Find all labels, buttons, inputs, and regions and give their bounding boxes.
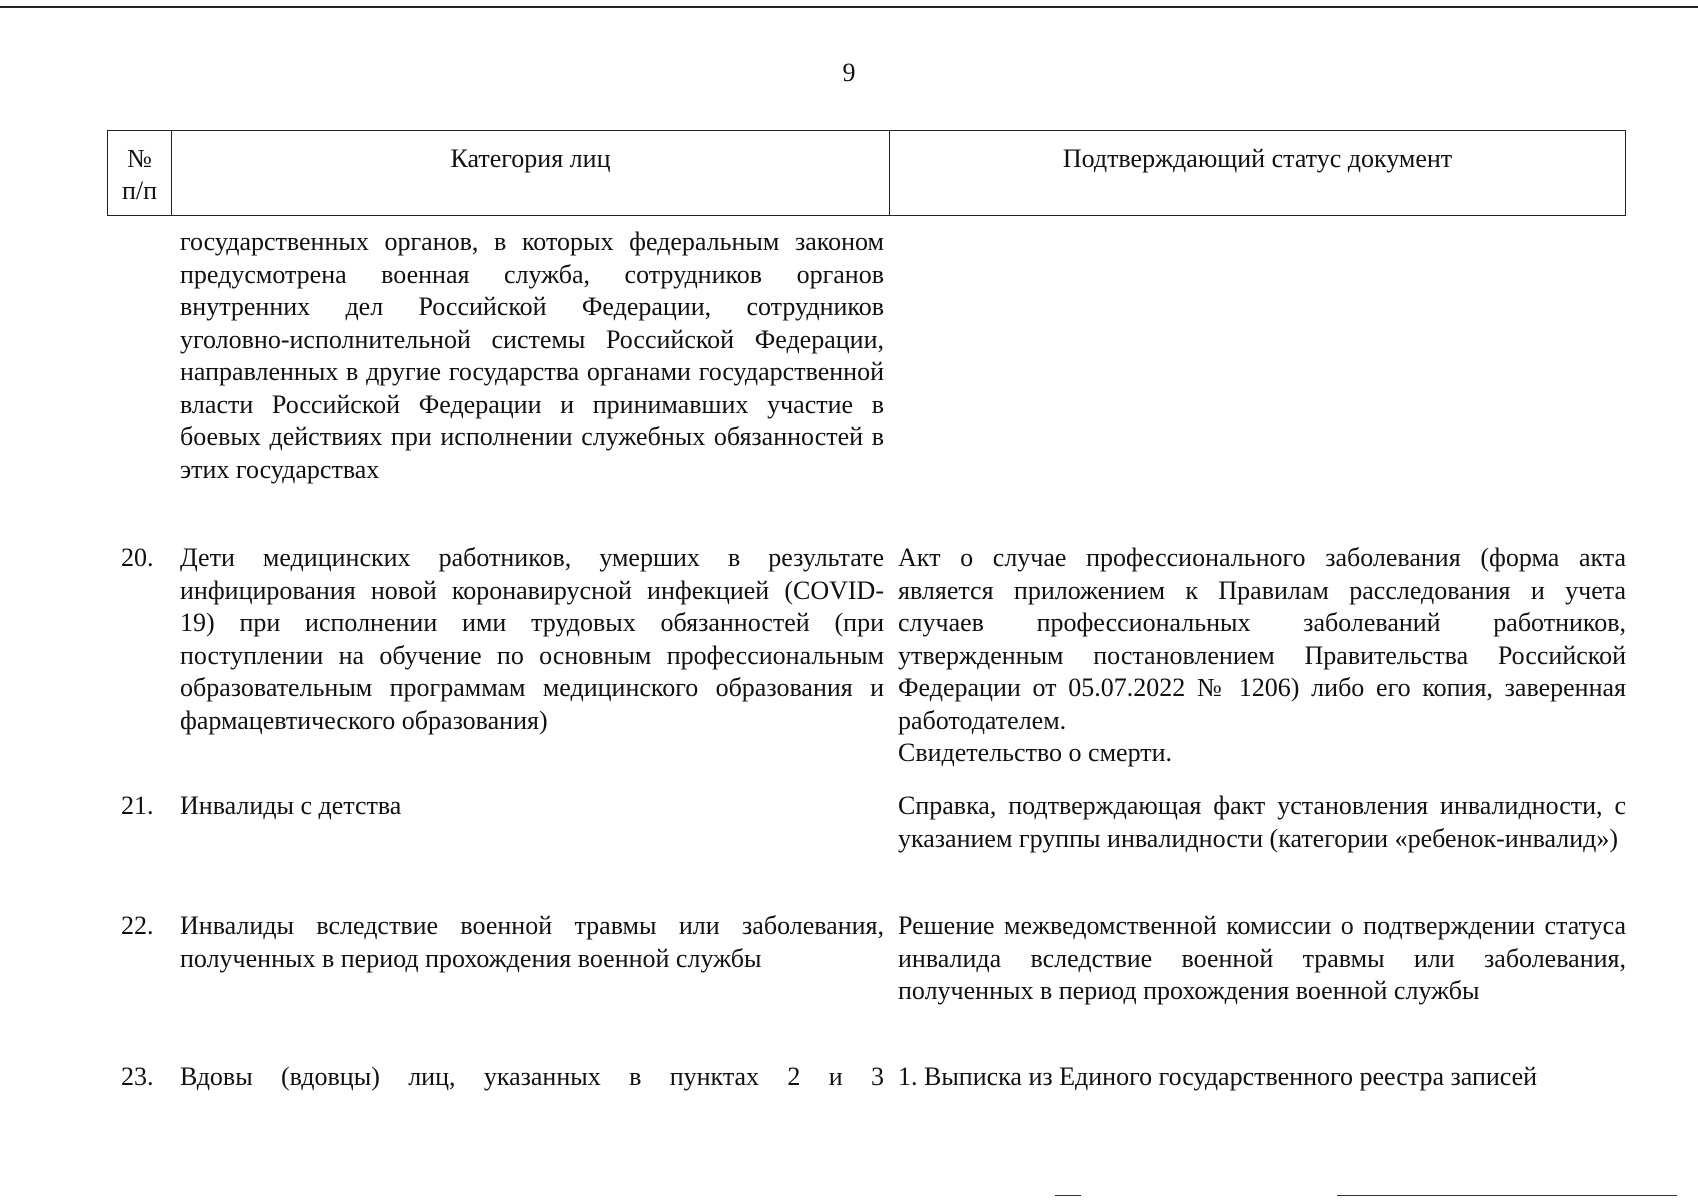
row-number: 20.	[121, 543, 154, 572]
bottom-scan-mark	[1055, 1195, 1081, 1196]
bottom-scan-mark	[1337, 1195, 1677, 1196]
document-paragraph: Свидетельство о смерти.	[898, 738, 1173, 767]
document-paragraph: Акт о случае профессионального заболевания (форма акта является приложением к Правилам расследования и учета случаев профессиональных заболеваний работников, утвержденным постановлением Правительства Российской Федерации от 05.07.2022 № 1206) либо его копия, заверенная работодателем.	[898, 543, 1626, 735]
row-document	[898, 542, 1626, 770]
row-number: 23.	[121, 1062, 154, 1091]
row-number: 22.	[121, 911, 154, 940]
header-category-column: Категория лиц	[172, 131, 890, 215]
row-document	[898, 790, 1626, 855]
document-paragraph: 1. Выписка из Единого государственного реестра записей	[898, 1062, 1538, 1091]
row-category: Инвалиды вследствие военной травмы или заболевания, полученных в период прохождения военной службы	[180, 911, 884, 973]
document-paragraph: Решение межведомственной комиссии о подтверждении статуса инвалида вследствие военной травмы или заболевания, полученных в период прохождения военной службы	[898, 911, 1626, 1005]
header-number-column: № п/п	[108, 131, 172, 215]
row-category: Вдовы (вдовцы) лиц, указанных в пунктах 2 и 3	[180, 1062, 884, 1091]
table-header	[107, 130, 1626, 216]
row-category: Инвалиды с детства	[180, 791, 402, 820]
row-number: 21.	[121, 791, 154, 820]
row-category: Дети медицинских работников, умерших в результате инфицирования новой коронавирусной инфекцией (COVID-19) при исполнении ими трудовых обязанностей (при поступлении на обучение по основным профессиональным образовательным программам медицинского образования и фармацевтического образования)	[180, 543, 884, 735]
header-document-column: Подтверждающий статус документ	[1062, 144, 1453, 173]
row-category: государственных органов, в которых федеральным законом предусмотрена военная служба, сотрудников органов внутренних дел Российской Федерации, сотрудников уголовно-исполнительной системы Российской Федерации, направленных в другие государства органами государственной власти Российской Федерации и принимавших участие в боевых действиях при исполнении служебных обязанностей в этих государствах	[180, 227, 884, 484]
row-document	[898, 910, 1626, 1008]
document-paragraph: Справка, подтверждающая факт установления инвалидности, с указанием группы инвалидности (категории «ребенок-инвалид»)	[898, 791, 1626, 853]
row-document	[898, 1061, 1626, 1094]
top-rule	[0, 6, 1698, 8]
page-number: 9	[842, 58, 856, 87]
